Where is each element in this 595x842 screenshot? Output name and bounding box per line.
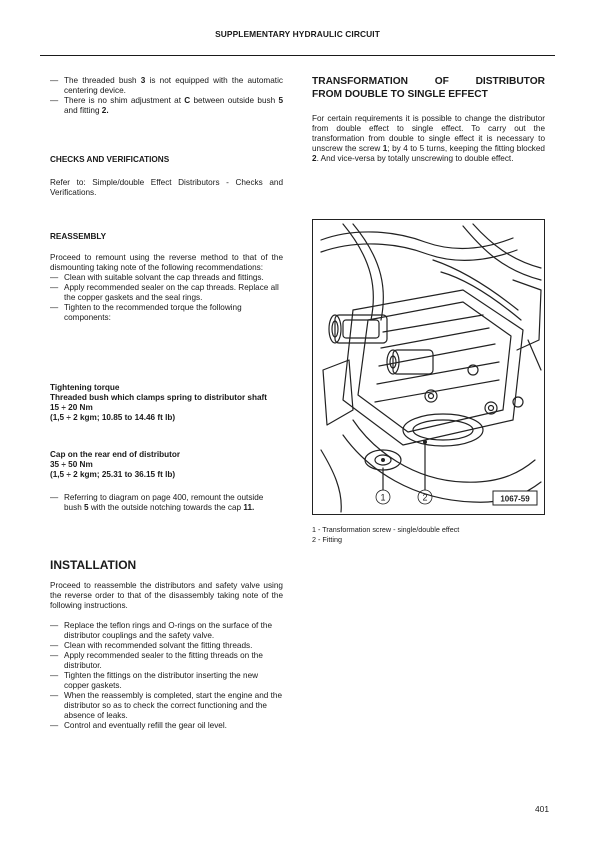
caption-item: 2 - Fitting bbox=[312, 535, 342, 544]
distributor-illustration bbox=[313, 220, 545, 515]
checks-text: Refer to: Simple/double Effect Distributors - Checks and Verifications. bbox=[50, 178, 283, 197]
installation-item: — Control and eventually refill the gear oil level. bbox=[50, 721, 283, 731]
reassembly-heading: REASSEMBLY bbox=[50, 232, 107, 241]
intro-item-1: — The threaded bush 3 is not equipped with the automatic centering device. bbox=[50, 76, 283, 96]
intro-list bbox=[50, 76, 283, 116]
installation-intro: Proceed to reassemble the distributors and safety valve using the reverse order to that of the disassembly taking note of the following instructions. bbox=[50, 581, 283, 610]
torque-item1-conversion: (1,5 ÷ 2 kgm; 10.85 to 14.46 ft lb) bbox=[50, 413, 176, 422]
installation-item: — Clean with recommended solvant the fitting threads. bbox=[50, 641, 283, 651]
installation-item: — Tighten the fittings on the distributor inserting the new copper gaskets. bbox=[50, 671, 283, 691]
checks-heading: CHECKS AND VERIFICATIONS bbox=[50, 155, 170, 164]
page-number: 401 bbox=[535, 804, 549, 814]
installation-item: — Apply recommended sealer to the fitting threads on the distributor. bbox=[50, 651, 283, 671]
installation-item: — When the reassembly is completed, start the engine and the distributor so as to check the correct functioning and the absence of leaks. bbox=[50, 691, 283, 721]
torque-item2-value: 35 ÷ 50 Nm bbox=[50, 460, 93, 469]
refer-block bbox=[50, 493, 283, 513]
reassembly-list bbox=[50, 273, 283, 323]
distributor-figure bbox=[312, 219, 545, 515]
reassembly-item: — Tighten to the recommended torque the following components: bbox=[50, 303, 283, 323]
installation-heading: INSTALLATION bbox=[50, 558, 137, 572]
figure-caption bbox=[312, 525, 545, 545]
caption-item: 1 - Transformation screw - single/double effect bbox=[312, 525, 460, 534]
transformation-heading-line1: TRANSFORMATION OF DISTRIBUTOR bbox=[312, 76, 545, 87]
torque-item1-value: 15 ÷ 20 Nm bbox=[50, 403, 93, 412]
torque-block-2 bbox=[50, 450, 283, 480]
header-rule bbox=[40, 55, 555, 56]
torque-heading: Tightening torque bbox=[50, 383, 120, 392]
torque-block bbox=[50, 383, 283, 423]
figure-code: 1067-59 bbox=[500, 494, 530, 504]
intro-item-2: — There is no shim adjustment at C between outside bush 5 and fitting 2. bbox=[50, 96, 283, 116]
transformation-heading bbox=[312, 76, 545, 101]
reassembly-block bbox=[50, 253, 283, 323]
transformation-heading-line2: FROM DOUBLE TO SINGLE EFFECT bbox=[312, 88, 488, 100]
refer-item: — Referring to diagram on page 400, remount the outside bush 5 with the outside notching towards the cap 11. bbox=[50, 493, 283, 513]
callout-2: 2 bbox=[422, 492, 428, 503]
reassembly-item: — Clean with suitable solvant the cap threads and fittings. bbox=[50, 273, 283, 283]
torque-item2-title: Cap on the rear end of distributor bbox=[50, 450, 181, 459]
torque-item2-conversion: (1,5 ÷ 2 kgm; 25.31 to 36.15 ft lb) bbox=[50, 470, 176, 479]
transformation-text: For certain requirements it is possible to change the distributor from double effect to single effect. To carry out the transformation from double to single effect it is necessary to unscrew the screw 1; by 4 to 5 turns, keeping the fitting blocked 2. And vice-versa by totally unscrewing to double effect. bbox=[312, 114, 545, 163]
torque-item1-title: Threaded bush which clamps spring to distributor shaft bbox=[50, 393, 267, 402]
reassembly-item: — Apply recommended sealer on the cap threads. Replace all the copper gaskets and the seal rings. bbox=[50, 283, 283, 303]
intro-list-block bbox=[50, 76, 283, 116]
installation-list bbox=[50, 621, 283, 731]
installation-block bbox=[50, 581, 283, 731]
installation-item: — Replace the teflon rings and O-rings on the surface of the distributor couplings and the safety valve. bbox=[50, 621, 283, 641]
callout-1: 1 bbox=[380, 492, 386, 503]
refer-list bbox=[50, 493, 283, 513]
reassembly-intro: Proceed to remount using the reverse method to that of the dismounting taking note of the following recommendations: bbox=[50, 253, 283, 272]
running-header: SUPPLEMENTARY HYDRAULIC CIRCUIT bbox=[215, 29, 380, 39]
